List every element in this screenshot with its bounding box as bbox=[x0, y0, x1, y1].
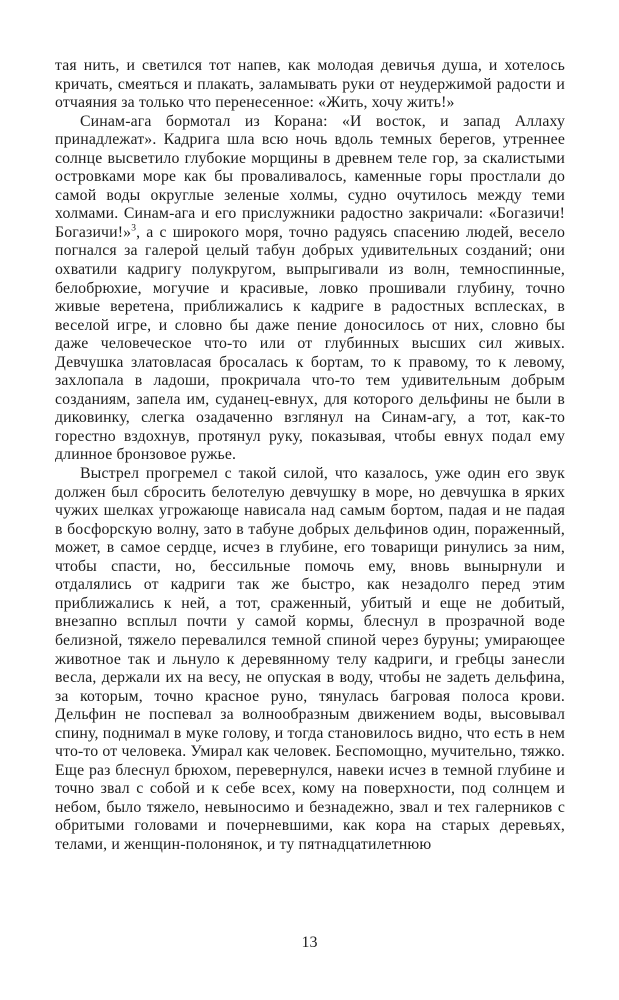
paragraph-text-after-footnote: , а с широкого моря, точно радуясь спасению людей, весело погнался за галерой целый табун добрых удивительных созданий; они охватили кадригу полукругом, выпрыгивали из волн, темноспинные, белобрюхие, могучие и красивые, ловко прошивали глубину, точно живые веретена, приближались к кадриге в радостных всплесках, в веселой игре, и словно бы даже пение доносилось от них, словно бы даже человеческое что-то или от глубинных высших сил живых. Девчушка златовласая бросалась к бортам, то к правому, то к левому, захлопала в ладоши, прокричала что-то тем удивительным добрым созданиям, запела им, суданец-евнух, для которого дельфины не были в диковинку, слегка озадаченно взглянул на Синам-агу, а тот, как-то горестно вздохнув, протянул руку, показывая, чтобы евнух подал ему длинное бронзовое ружье. bbox=[55, 223, 565, 464]
footnote-marker: 3 bbox=[131, 223, 137, 234]
page-number: 13 bbox=[301, 934, 318, 951]
paragraph-sinam-aga bbox=[55, 113, 565, 465]
paragraph-continuation: тая нить, и светился тот напев, как молодая девичья душа, и хотелось кричать, смеяться и плакать, заламывать руки от неудержимой радости и отчаяния за только что перенесенное: «Жить, хочу жить!» bbox=[55, 57, 565, 112]
paragraph-gunshot: Выстрел прогремел с такой силой, что казалось, уже один его звук должен был сбросить белотелую девчушку в море, но девчушка в ярких чужих шелках угрожающе нависала над самым бортом, падая и не падая в босфорскую волну, зато в табуне добрых дельфинов один, пораженный, может, в самое сердце, исчез в глубине, его товарищи ринулись за ним, чтобы спасти, но, бессильные помочь ему, вновь вынырнули и отдалялись от кадриги так же быстро, как незадолго перед этим приближались к ней, а тот, сраженный, убитый и еще не добитый, внезапно всплыл почти у самой кормы, блеснул в прозрачной воде белизной, тяжело перевалился темной спиной через буруны; умирающее животное так и льнуло к деревянному телу кадриги, и гребцы занесли весла, держали их на весу, не опуская в воду, чтобы не задеть дельфина, за которым, точно красное руно, тянулась багровая полоса крови. Дельфин не поспевал за волнообразным движением воды, высовывал спину, поднимал в муке голову, и тогда становилось видно, что есть в нем что-то от человека. Умирал как человек. Беспомощно, мучительно, тяжко. Еще раз блеснул брюхом, перевернулся, навеки исчез в темной глубине и точно звал с собой и к себе всех, кому на поверхности, под солнцем и небом, было тяжело, невыносимо и безнадежно, звал и тех галерников с обритыми головами и почерневшими, как кора на старых деревьях, телами, и женщин-полонянок, и ту пятнадцатилетнюю bbox=[55, 465, 565, 853]
text-block bbox=[55, 57, 565, 855]
paragraph-text-before-footnote: Синам-ага бормотал из Корана: «И восток, и запад Аллаху принадлежат». Кадрига шла всю ночь вдоль темных берегов, утреннее солнце высветило глубокие морщины в древнем теле гор, за скалистыми островками море как бы проваливалось, каменные горы простлали до самой воды округлые зеленые холмы, судно очутилось между теми холмами. Синам-ага и его прислужники радостно закричали: «Богазичи! Богазичи!» bbox=[55, 112, 565, 241]
